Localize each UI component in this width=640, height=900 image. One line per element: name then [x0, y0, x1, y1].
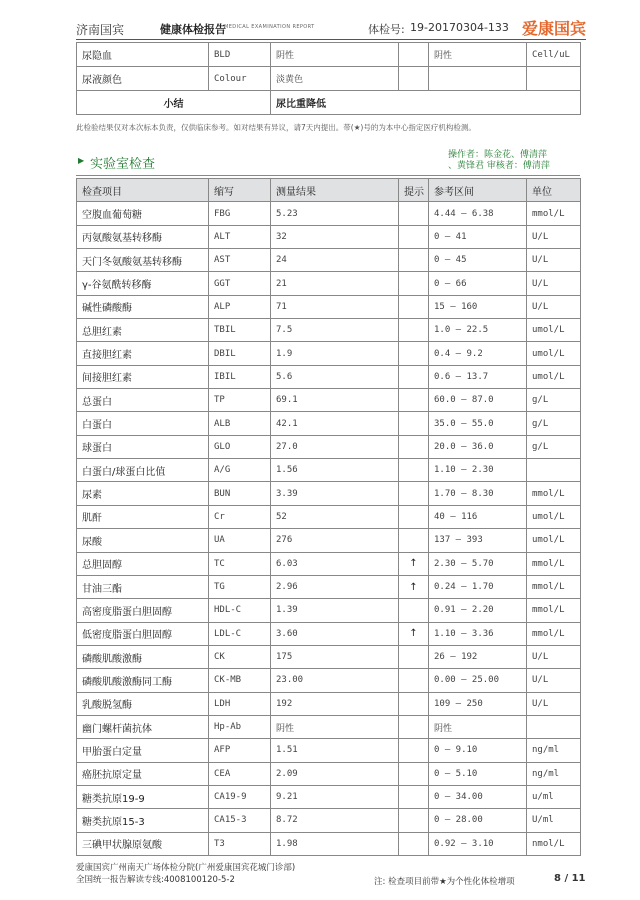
cell-result: 1.98 — [271, 832, 399, 855]
cell-unit: U/ml — [527, 809, 581, 832]
cell-result: 6.03 — [271, 552, 399, 575]
cell-result: 175 — [271, 645, 399, 668]
cell-abbr: HDL-C — [209, 599, 271, 622]
cell-name: 糖类抗原19-9 — [77, 785, 209, 808]
cell-name: 丙氨酸氨基转移酶 — [77, 225, 209, 248]
cell-result: 阴性 — [271, 715, 399, 738]
clinic-name: 济南国宾 — [76, 23, 125, 37]
cell-result: 21 — [271, 272, 399, 295]
cell-name: 间接胆红素 — [77, 365, 209, 388]
report-title: 健康体检报告 — [160, 23, 226, 36]
cell-ref: 2.30 — 5.70 — [429, 552, 527, 575]
table-row — [77, 715, 581, 738]
cell-flag — [399, 249, 429, 272]
table-row — [77, 435, 581, 458]
table-row — [77, 249, 581, 272]
cell-name: 磷酸肌酸激酶同工酶 — [77, 669, 209, 692]
operators-line: 操作者：陈金花、傅清萍 — [448, 150, 548, 160]
cell-ref: 0.6 — 13.7 — [429, 365, 527, 388]
table-row — [77, 529, 581, 552]
cell-name: 尿液颜色 — [77, 67, 209, 91]
cell-flag: ↑ — [399, 552, 429, 575]
page-number: 8 / 11 — [554, 873, 586, 884]
cell-result: 1.39 — [271, 599, 399, 622]
cell-ref: 0.24 — 1.70 — [429, 575, 527, 598]
cell-result: 3.60 — [271, 622, 399, 645]
cell-unit: U/L — [527, 249, 581, 272]
cell-unit: U/L — [527, 692, 581, 715]
cell-abbr: AFP — [209, 739, 271, 762]
table-row — [77, 832, 581, 855]
cell-result: 42.1 — [271, 412, 399, 435]
cell-result: 淡黄色 — [271, 67, 399, 91]
cell-name: 白蛋白 — [77, 412, 209, 435]
cell-ref: 0 — 34.00 — [429, 785, 527, 808]
table-row — [77, 319, 581, 342]
cell-result: 192 — [271, 692, 399, 715]
table-row — [77, 622, 581, 645]
report-title-en: MEDICAL EXAMINATION REPORT — [224, 24, 315, 30]
cell-abbr: CA15-3 — [209, 809, 271, 832]
cell-ref: 阴性 — [429, 43, 527, 67]
table-row — [77, 645, 581, 668]
cell-unit — [527, 715, 581, 738]
cell-name: 幽门螺杆菌抗体 — [77, 715, 209, 738]
cell-flag — [399, 692, 429, 715]
hotline: 全国统一报告解读专线:4008100120-5-2 — [76, 875, 235, 885]
cell-flag — [399, 739, 429, 762]
cell-abbr: TC — [209, 552, 271, 575]
cell-unit: U/L — [527, 295, 581, 318]
cell-ref: 60.0 — 87.0 — [429, 389, 527, 412]
cell-unit: mmol/L — [527, 622, 581, 645]
bullet-icon: ▶ — [78, 156, 85, 165]
cell-result: 7.5 — [271, 319, 399, 342]
table-row — [77, 412, 581, 435]
table-header-row — [77, 179, 581, 202]
table-row — [77, 575, 581, 598]
column-header: 测量结果 — [271, 179, 399, 202]
cell-unit: ng/ml — [527, 762, 581, 785]
cell-abbr: GLO — [209, 435, 271, 458]
table-row — [77, 272, 581, 295]
cell-unit: mmol/L — [527, 552, 581, 575]
branch-name: 爱康国宾广州南天广场体检分院(广州爱康国宾花城门诊部) — [76, 863, 296, 873]
cell-abbr: LDL-C — [209, 622, 271, 645]
table-row — [77, 692, 581, 715]
cell-unit: mmol/L — [527, 575, 581, 598]
cell-name: 碱性磷酸酶 — [77, 295, 209, 318]
cell-ref: 0 — 28.00 — [429, 809, 527, 832]
cell-result: 5.6 — [271, 365, 399, 388]
cell-name: 球蛋白 — [77, 435, 209, 458]
cell-flag — [399, 715, 429, 738]
cell-abbr: BLD — [209, 43, 271, 67]
cell-abbr: Hp-Ab — [209, 715, 271, 738]
cell-name: 总蛋白 — [77, 389, 209, 412]
cell-ref: 1.70 — 8.30 — [429, 482, 527, 505]
table-row — [77, 202, 581, 225]
cell-unit: mmol/L — [527, 202, 581, 225]
cell-name: 三碘甲状腺原氨酸 — [77, 832, 209, 855]
cell-name: 空腹血葡萄糖 — [77, 202, 209, 225]
cell-result: 69.1 — [271, 389, 399, 412]
cell-abbr: ALP — [209, 295, 271, 318]
cell-flag — [399, 832, 429, 855]
cell-ref: 0.91 — 2.20 — [429, 599, 527, 622]
cell-abbr: CEA — [209, 762, 271, 785]
cell-name: 磷酸肌酸激酶 — [77, 645, 209, 668]
cell-flag — [399, 645, 429, 668]
cell-result: 1.56 — [271, 459, 399, 482]
cell-ref: 0 — 5.10 — [429, 762, 527, 785]
table-row — [77, 762, 581, 785]
table-row — [77, 599, 581, 622]
cell-ref: 35.0 — 55.0 — [429, 412, 527, 435]
summary-label: 小结 — [77, 91, 271, 115]
cell-result: 27.0 — [271, 435, 399, 458]
cell-flag — [399, 272, 429, 295]
cell-result: 1.51 — [271, 739, 399, 762]
cell-result: 23.00 — [271, 669, 399, 692]
cell-name: 尿隐血 — [77, 43, 209, 67]
column-header: 检查项目 — [77, 179, 209, 202]
cell-result: 32 — [271, 225, 399, 248]
cell-abbr: TP — [209, 389, 271, 412]
cell-result: 3.39 — [271, 482, 399, 505]
cell-ref: 1.0 — 22.5 — [429, 319, 527, 342]
cell-flag — [399, 389, 429, 412]
cell-flag — [399, 67, 429, 91]
table-row — [77, 67, 581, 91]
cell-unit: ng/ml — [527, 739, 581, 762]
table-row — [77, 225, 581, 248]
cell-ref: 4.44 — 6.38 — [429, 202, 527, 225]
cell-unit: mmol/L — [527, 482, 581, 505]
cell-name: 肌酐 — [77, 505, 209, 528]
cell-ref: 0 — 9.10 — [429, 739, 527, 762]
cell-unit: umol/L — [527, 505, 581, 528]
column-header: 缩写 — [209, 179, 271, 202]
cell-flag — [399, 225, 429, 248]
summary-value: 尿比重降低 — [271, 91, 581, 115]
cell-result: 24 — [271, 249, 399, 272]
cell-flag: ↑ — [399, 575, 429, 598]
table-row — [77, 365, 581, 388]
cell-name: γ-谷氨酰转移酶 — [77, 272, 209, 295]
cell-unit: umol/L — [527, 319, 581, 342]
cell-abbr: CA19-9 — [209, 785, 271, 808]
cell-abbr: TG — [209, 575, 271, 598]
cell-flag — [399, 435, 429, 458]
cell-ref: 109 — 250 — [429, 692, 527, 715]
cell-name: 低密度脂蛋白胆固醇 — [77, 622, 209, 645]
cell-unit: Cell/uL — [527, 43, 581, 67]
cell-unit: U/L — [527, 669, 581, 692]
cell-unit: U/L — [527, 225, 581, 248]
cell-name: 糖类抗原15-3 — [77, 809, 209, 832]
cell-ref: 40 — 116 — [429, 505, 527, 528]
cell-abbr: CK — [209, 645, 271, 668]
cell-abbr: ALT — [209, 225, 271, 248]
cell-unit: u/ml — [527, 785, 581, 808]
cell-ref: 1.10 — 2.30 — [429, 459, 527, 482]
cell-unit: nmol/L — [527, 832, 581, 855]
cell-flag — [399, 762, 429, 785]
cell-flag — [399, 599, 429, 622]
urine-table — [76, 42, 581, 115]
cell-name: 白蛋白/球蛋白比值 — [77, 459, 209, 482]
cell-result: 8.72 — [271, 809, 399, 832]
cell-abbr: FBG — [209, 202, 271, 225]
table-row — [77, 785, 581, 808]
cell-flag — [399, 319, 429, 342]
table-row — [77, 342, 581, 365]
cell-flag — [399, 669, 429, 692]
table-row — [77, 43, 581, 67]
cell-flag — [399, 202, 429, 225]
brand-logo: 爱康国宾 — [521, 19, 586, 38]
disclaimer-note: 此检验结果仅对本次标本负责，仅供临床参考。如对结果有异议，请7天内提出。带(★)号的为本中心指定医疗机构检测。 — [76, 123, 476, 132]
cell-flag — [399, 809, 429, 832]
cell-flag: ↑ — [399, 622, 429, 645]
column-header: 单位 — [527, 179, 581, 202]
cell-unit: umol/L — [527, 365, 581, 388]
cell-result: 52 — [271, 505, 399, 528]
cell-name: 天门冬氨酸氨基转移酶 — [77, 249, 209, 272]
cell-abbr: Cr — [209, 505, 271, 528]
lab-section-header — [76, 150, 580, 176]
operators-line: 、黄锋君 审核者：傅清萍 — [448, 161, 550, 171]
lab-table — [76, 178, 581, 856]
table-row — [77, 389, 581, 412]
cell-ref: 26 — 192 — [429, 645, 527, 668]
cell-flag — [399, 342, 429, 365]
exam-no: 19-20170304-133 — [410, 21, 509, 34]
table-row — [77, 482, 581, 505]
cell-ref: 0 — 45 — [429, 249, 527, 272]
table-row — [77, 669, 581, 692]
cell-name: 高密度脂蛋白胆固醇 — [77, 599, 209, 622]
cell-unit: U/L — [527, 645, 581, 668]
cell-name: 尿酸 — [77, 529, 209, 552]
cell-flag — [399, 529, 429, 552]
cell-name: 甲胎蛋白定量 — [77, 739, 209, 762]
cell-ref: 15 — 160 — [429, 295, 527, 318]
footer-contact — [76, 862, 295, 886]
cell-ref — [429, 67, 527, 91]
cell-result: 2.96 — [271, 575, 399, 598]
cell-ref: 0 — 41 — [429, 225, 527, 248]
operators — [448, 150, 578, 172]
cell-ref: 0 — 66 — [429, 272, 527, 295]
table-row — [77, 739, 581, 762]
cell-unit: umol/L — [527, 342, 581, 365]
cell-abbr: UA — [209, 529, 271, 552]
cell-abbr: TBIL — [209, 319, 271, 342]
cell-abbr: IBIL — [209, 365, 271, 388]
cell-abbr: BUN — [209, 482, 271, 505]
cell-ref: 0.4 — 9.2 — [429, 342, 527, 365]
cell-abbr: T3 — [209, 832, 271, 855]
cell-result: 276 — [271, 529, 399, 552]
cell-unit: U/L — [527, 272, 581, 295]
cell-flag — [399, 412, 429, 435]
cell-name: 尿素 — [77, 482, 209, 505]
column-header: 参考区间 — [429, 179, 527, 202]
cell-name: 总胆红素 — [77, 319, 209, 342]
cell-unit — [527, 459, 581, 482]
exam-no-label: 体检号: — [368, 23, 405, 36]
cell-result: 1.9 — [271, 342, 399, 365]
cell-unit — [527, 67, 581, 91]
cell-ref: 阴性 — [429, 715, 527, 738]
cell-ref: 0.92 — 3.10 — [429, 832, 527, 855]
lab-section-title: 实验室检查 — [90, 157, 156, 172]
cell-abbr: AST — [209, 249, 271, 272]
table-row — [77, 295, 581, 318]
cell-name: 总胆固醇 — [77, 552, 209, 575]
cell-result: 5.23 — [271, 202, 399, 225]
cell-abbr: CK-MB — [209, 669, 271, 692]
cell-abbr: Colour — [209, 67, 271, 91]
cell-flag — [399, 365, 429, 388]
cell-flag — [399, 459, 429, 482]
cell-unit: g/L — [527, 412, 581, 435]
table-row — [77, 552, 581, 575]
cell-flag — [399, 505, 429, 528]
cell-abbr: LDH — [209, 692, 271, 715]
table-row — [77, 459, 581, 482]
cell-abbr: DBIL — [209, 342, 271, 365]
cell-unit: g/L — [527, 389, 581, 412]
cell-ref: 137 — 393 — [429, 529, 527, 552]
cell-ref: 20.0 — 36.0 — [429, 435, 527, 458]
cell-result: 阴性 — [271, 43, 399, 67]
footer-note: 注: 检查项目前带★为个性化体检增项 — [374, 877, 515, 887]
cell-abbr: ALB — [209, 412, 271, 435]
cell-unit: umol/L — [527, 529, 581, 552]
cell-unit: mmol/L — [527, 599, 581, 622]
cell-ref: 0.00 — 25.00 — [429, 669, 527, 692]
table-row — [77, 505, 581, 528]
report-header — [76, 18, 586, 40]
cell-unit: g/L — [527, 435, 581, 458]
cell-flag — [399, 785, 429, 808]
column-header: 提示 — [399, 179, 429, 202]
cell-abbr: A/G — [209, 459, 271, 482]
cell-abbr: GGT — [209, 272, 271, 295]
cell-ref: 1.10 — 3.36 — [429, 622, 527, 645]
cell-result: 71 — [271, 295, 399, 318]
cell-flag — [399, 482, 429, 505]
cell-result: 9.21 — [271, 785, 399, 808]
cell-name: 乳酸脱氢酶 — [77, 692, 209, 715]
cell-flag — [399, 43, 429, 67]
cell-name: 直接胆红素 — [77, 342, 209, 365]
cell-result: 2.09 — [271, 762, 399, 785]
cell-name: 癌胚抗原定量 — [77, 762, 209, 785]
cell-name: 甘油三酯 — [77, 575, 209, 598]
table-row — [77, 809, 581, 832]
cell-flag — [399, 295, 429, 318]
